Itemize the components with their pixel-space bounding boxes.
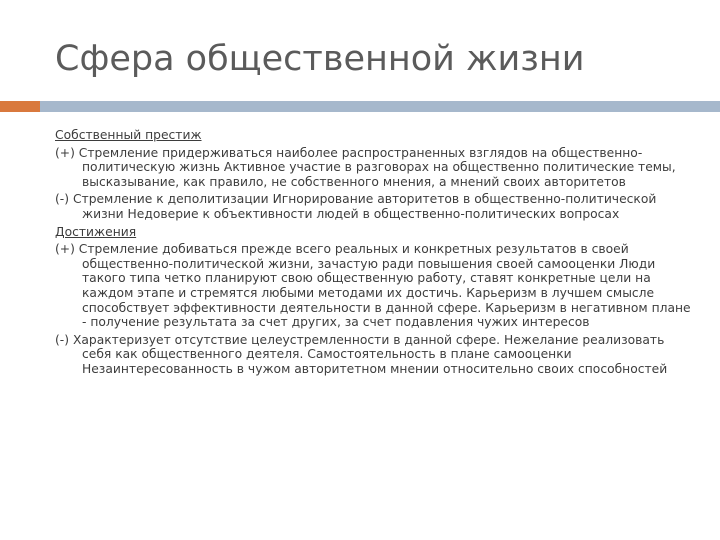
section-heading-prestige: Собственный престиж bbox=[55, 128, 202, 142]
list-item-achievements-positive: (+) Стремление добиваться прежде всего реальных и конкретных результатов в своей общественно-политической жизни, зачастую ради повышения своей самооценки Люди такого типа четко планируют свою общественную работу, ставят конкретные цели на каждом этапе и стремятся любыми методами их достичь. Карьеризм в лучшем смысле способствует эффективности деятельности в данной сфере. Карьеризм в негативном плане - получение результата за счет других, за счет подавления чужих интересов bbox=[55, 242, 691, 330]
list-item-achievements-negative: (-) Характеризует отсутствие целеустремленности в данной сфере. Нежелание реализовать себя как общественного деятеля. Самостоятельность в плане самооценки Незаинтересованность в чужом авторитетном мнении относительно своих способностей bbox=[55, 332, 668, 376]
list-item-prestige-negative: (-) Стремление к деполитизации Игнорирование авторитетов в общественно-политической жизни Недоверие к объективности людей в общественно-политических вопросах bbox=[55, 192, 657, 221]
slide-body bbox=[55, 128, 695, 380]
list-item-prestige-positive: (+) Стремление придерживаться наиболее распространенных взглядов на общественно-политическую жизнь Активное участие в разговорах на общественно политические темы, высказывание, как правило, не собственного мнения, а мнений своих авторитетов bbox=[55, 145, 676, 189]
title-divider-bar bbox=[40, 101, 720, 112]
section-heading-achievements: Достижения bbox=[55, 224, 137, 239]
slide-title: Сфера общественной жизни bbox=[55, 39, 585, 79]
title-divider-accent bbox=[0, 101, 40, 112]
